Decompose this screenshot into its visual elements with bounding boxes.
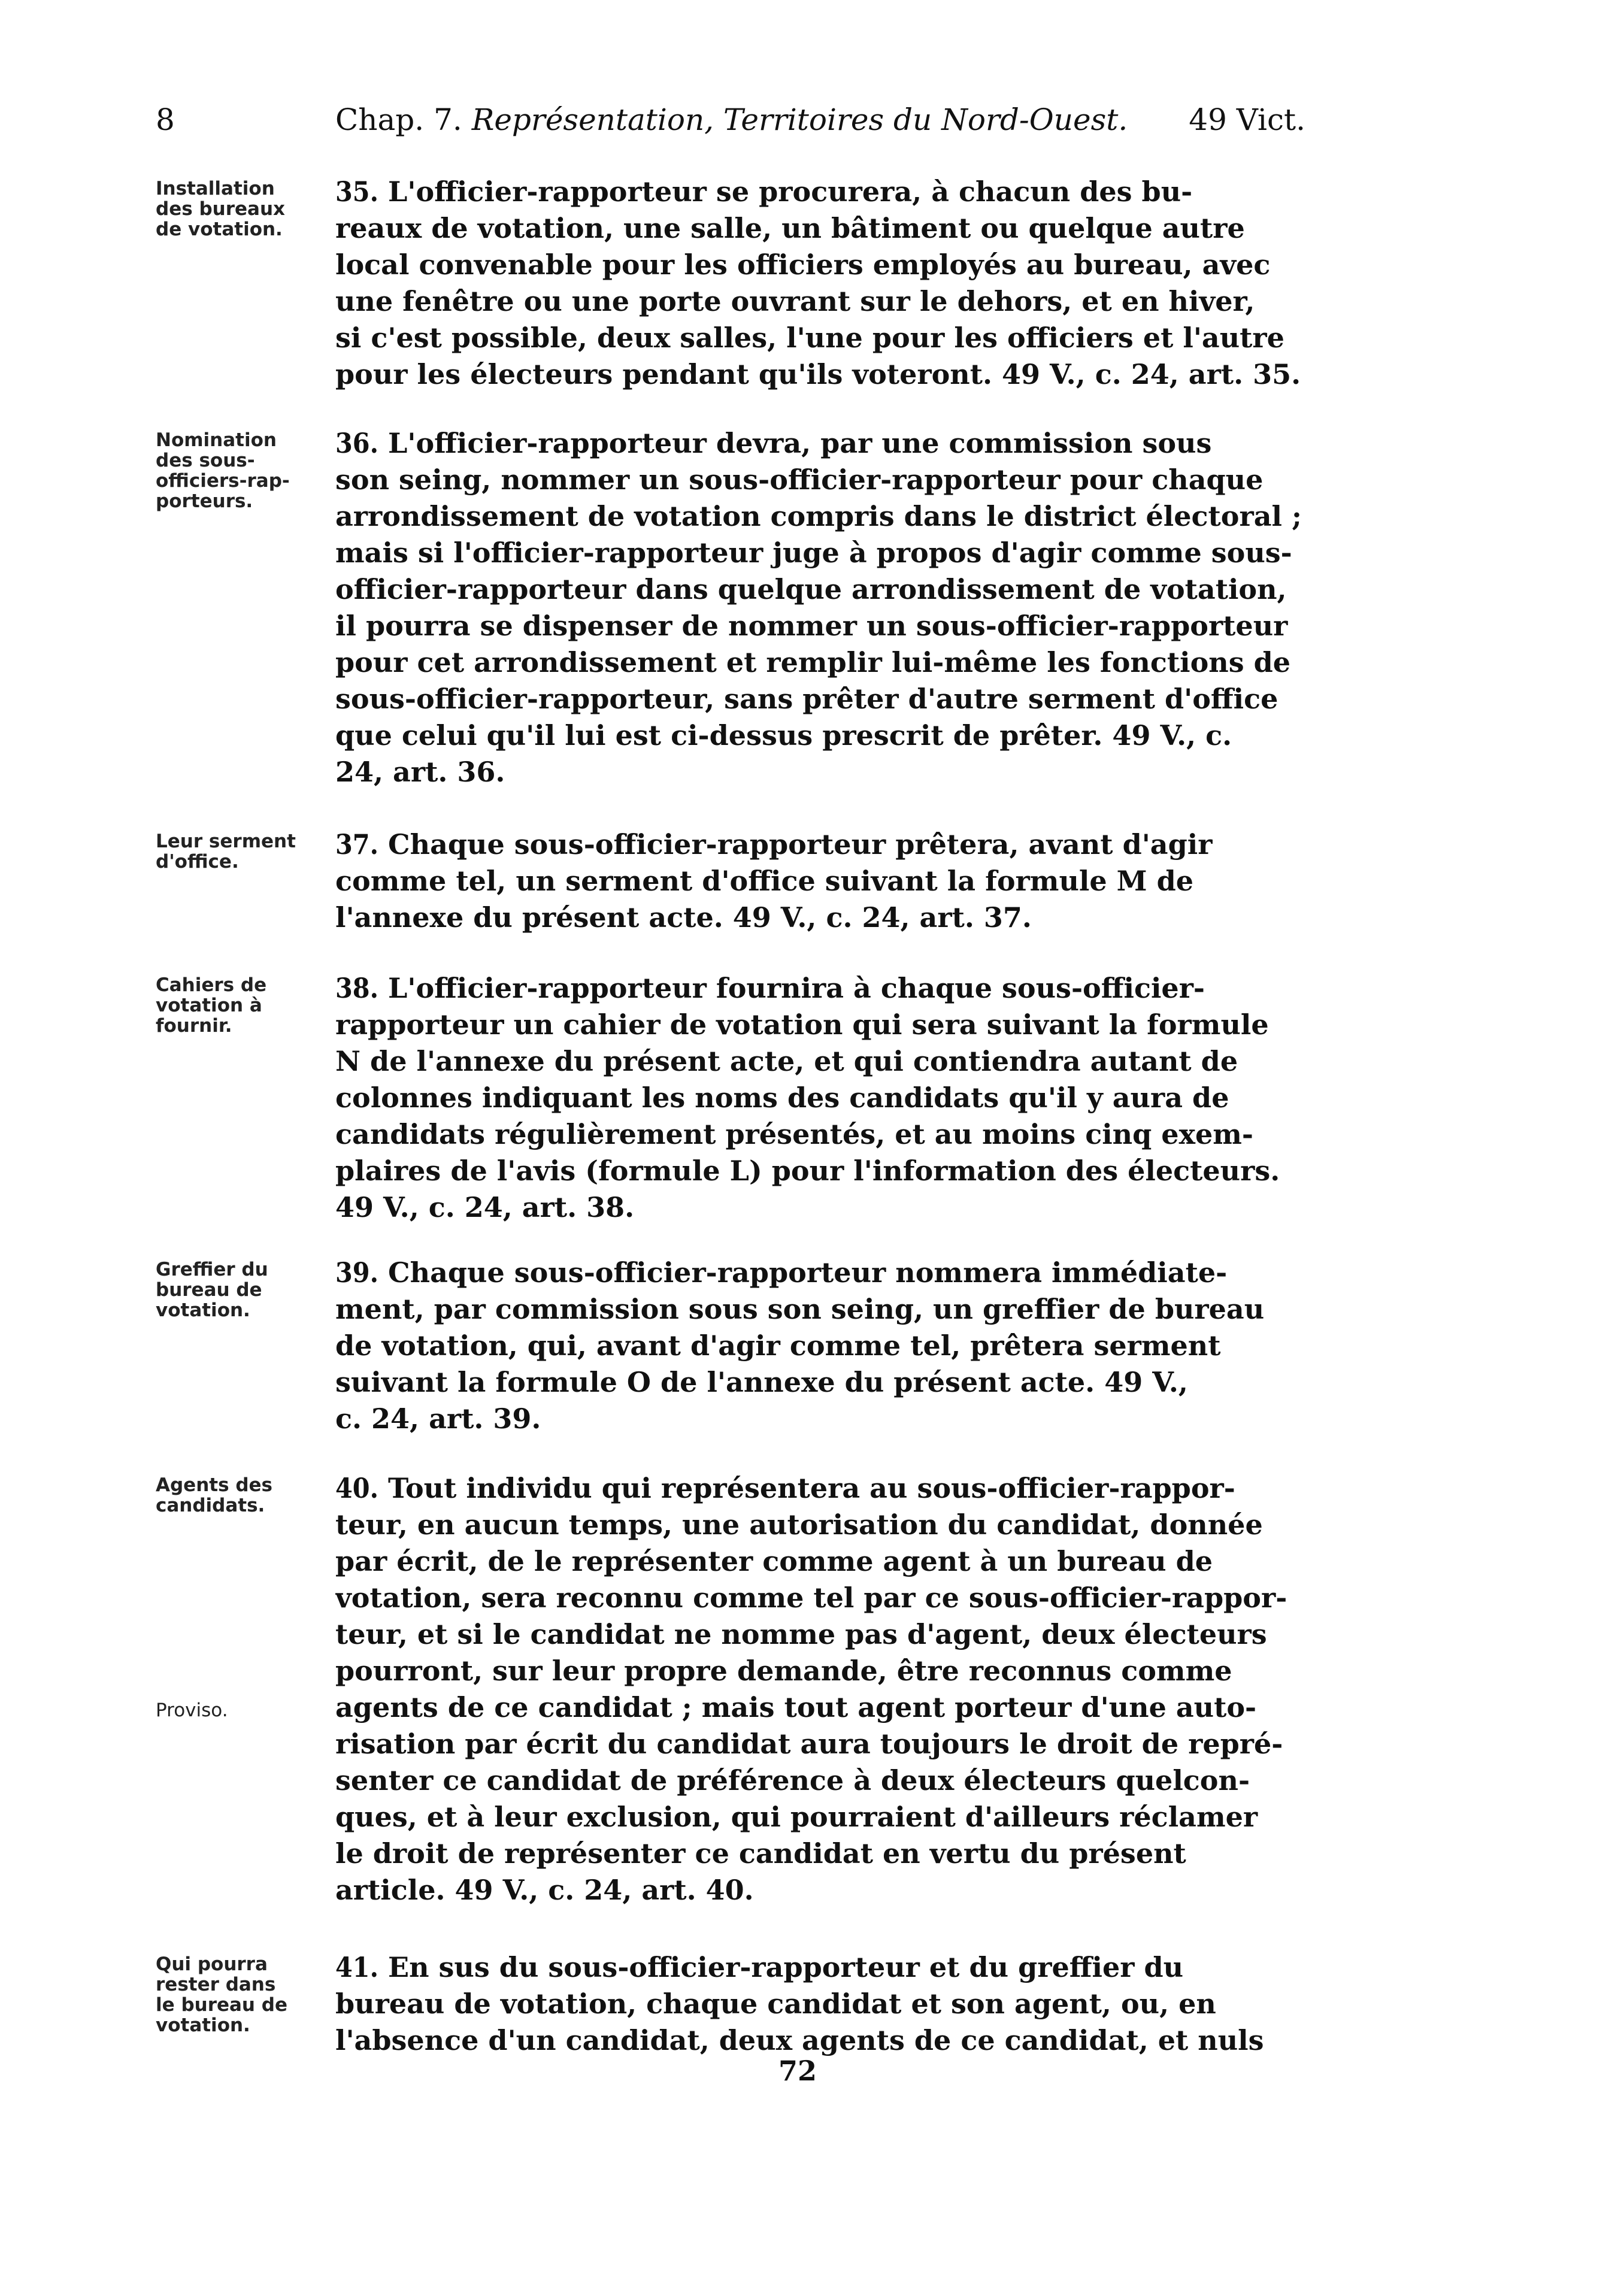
text-line: L'officier-rapporteur se procurera, à chacun des bu-	[388, 175, 1193, 208]
section-number: 41.	[335, 1951, 378, 1983]
margin-note-line: le bureau de	[156, 1994, 288, 2016]
section-38	[156, 970, 1317, 1234]
text-line: une fenêtre ou une porte ouvrant sur le dehors, et en hiver,	[335, 285, 1255, 317]
margin-note-line: fournir.	[156, 1015, 232, 1037]
text-line: sous-officier-rapporteur, sans prêter d'autre serment d'office	[335, 683, 1278, 715]
chapter-label: Chap. 7.	[335, 102, 462, 137]
text-line: bureau de votation, chaque candidat et son agent, ou, en	[335, 1988, 1216, 2020]
section-first-line	[335, 1949, 1317, 1986]
folio-number: 72	[778, 2055, 817, 2087]
text-line: de votation, qui, avant d'agir comme tel, prêtera serment	[335, 1329, 1221, 1362]
margin-note	[156, 1259, 299, 1320]
text-line: pourront, sur leur propre demande, être reconnus comme	[335, 1655, 1232, 1687]
text-line: teur, en aucun temps, une autorisation du candidat, donnée	[335, 1509, 1263, 1541]
text-line: 24, art. 36.	[335, 756, 505, 788]
section-first-line	[335, 970, 1317, 1007]
section-first-line	[335, 1255, 1317, 1291]
margin-note-line: Proviso.	[156, 1700, 228, 1721]
margin-note-line: Installation	[156, 178, 275, 199]
section-first-line	[335, 174, 1317, 210]
text-line: mais si l'officier-rapporteur juge à propos d'agir comme sous-	[335, 537, 1292, 569]
section-35	[156, 174, 1317, 401]
section-body	[335, 425, 1317, 790]
page-header	[156, 96, 1305, 144]
margin-note-line: rester dans	[156, 1974, 276, 1995]
section-first-line	[335, 826, 1317, 863]
section-39	[156, 1255, 1317, 1446]
text-line: le droit de représenter ce candidat en vertu du présent	[335, 1837, 1186, 1870]
section-number: 38.	[335, 972, 378, 1004]
margin-note-line: Nomination	[156, 429, 277, 451]
margin-note-line: votation.	[156, 1300, 250, 1321]
section-body	[335, 970, 1317, 1226]
margin-note-line: candidats.	[156, 1495, 265, 1516]
text-line: Chaque sous-officier-rapporteur prêtera, avant d'agir	[388, 828, 1213, 861]
text-line: plaires de l'avis (formule L) pour l'information des électeurs.	[335, 1155, 1280, 1187]
text-line: l'absence d'un candidat, deux agents de ce candidat, et nuls	[335, 2024, 1264, 2056]
section-36	[156, 425, 1317, 808]
section-body	[335, 826, 1317, 936]
text-line: pour les électeurs pendant qu'ils voteront. 49 V., c. 24, art. 35.	[335, 358, 1301, 390]
margin-note-line: Greffier du	[156, 1259, 268, 1280]
running-title	[335, 96, 1128, 144]
text-line: pour cet arrondissement et remplir lui-même les fonctions de	[335, 646, 1291, 678]
text-line: Chaque sous-officier-rapporteur nommera immédiate-	[388, 1256, 1228, 1289]
section-number: 35.	[335, 175, 378, 208]
margin-note-line: votation.	[156, 2015, 250, 2036]
text-line: Tout individu qui représentera au sous-officier-rappor-	[388, 1472, 1235, 1504]
margin-note	[156, 1475, 299, 1516]
text-line: ques, et à leur exclusion, qui pourraient d'ailleurs réclamer	[335, 1801, 1258, 1833]
text-line: par écrit, de le représenter comme agent à un bureau de	[335, 1545, 1213, 1577]
margin-note	[156, 178, 299, 240]
text-line: votation, sera reconnu comme tel par ce sous-officier-rappor-	[335, 1582, 1287, 1614]
margin-note-line: porteurs.	[156, 490, 253, 512]
text-line: il pourra se dispenser de nommer un sous-officier-rapporteur	[335, 610, 1288, 642]
text-line: candidats régulièrement présentés, et au moins cinq exem-	[335, 1118, 1254, 1150]
margin-note-line: Leur serment	[156, 831, 296, 852]
text-line: teur, et si le candidat ne nomme pas d'agent, deux électeurs	[335, 1618, 1267, 1650]
margin-note-line: Qui pourra	[156, 1953, 268, 1975]
margin-note	[156, 430, 299, 511]
text-line: En sus du sous-officier-rapporteur et du greffier du	[388, 1951, 1184, 1983]
section-first-line	[335, 1470, 1317, 1507]
text-line: L'officier-rapporteur fournira à chaque sous-officier-	[388, 972, 1205, 1004]
page-number: 8	[156, 102, 175, 137]
text-line: 49 V., c. 24, art. 38.	[335, 1191, 635, 1223]
text-line: local convenable pour les officiers employés au bureau, avec	[335, 249, 1271, 281]
text-line: rapporteur un cahier de votation qui sera suivant la formule	[335, 1008, 1269, 1041]
text-line: officier-rapporteur dans quelque arrondissement de votation,	[335, 573, 1287, 605]
text-line: suivant la formule O de l'annexe du présent acte. 49 V.,	[335, 1366, 1188, 1398]
text-line: reaux de votation, une salle, un bâtiment ou quelque autre	[335, 212, 1245, 244]
margin-note-line: d'office.	[156, 851, 239, 873]
margin-note-line: Agents des	[156, 1474, 273, 1496]
section-body	[335, 174, 1317, 393]
text-line: N de l'annexe du présent acte, et qui contiendra autant de	[335, 1045, 1238, 1077]
margin-note-line: officiers-rap-	[156, 470, 290, 492]
text-line: comme tel, un serment d'office suivant la formule M de	[335, 865, 1194, 897]
section-41	[156, 1949, 1317, 2069]
margin-note-line: de votation.	[156, 219, 283, 240]
regnal-year: 49 Vict.	[1189, 102, 1305, 137]
section-first-line	[335, 425, 1317, 462]
text-line: si c'est possible, deux salles, l'une pour les officiers et l'autre	[335, 322, 1284, 354]
text-line: agents de ce candidat ; mais tout agent porteur d'une auto-	[335, 1691, 1257, 1723]
margin-note-line: des sous-	[156, 450, 255, 471]
section-40	[156, 1470, 1317, 1925]
proviso-note	[156, 1700, 299, 1721]
section-body	[335, 1255, 1317, 1437]
section-number: 36.	[335, 427, 378, 459]
text-line: article. 49 V., c. 24, art. 40.	[335, 1874, 754, 1906]
text-line: que celui qu'il lui est ci-dessus prescrit de prêter. 49 V., c.	[335, 719, 1232, 752]
text-line: L'officier-rapporteur devra, par une commission sous	[388, 427, 1212, 459]
text-line: l'annexe du présent acte. 49 V., c. 24, art. 37.	[335, 901, 1032, 934]
margin-note	[156, 831, 299, 872]
section-body	[335, 1949, 1317, 2059]
margin-note-line: bureau de	[156, 1279, 262, 1301]
text-line: c. 24, art. 39.	[335, 1403, 541, 1435]
section-number: 40.	[335, 1472, 378, 1504]
section-37	[156, 826, 1317, 946]
margin-note	[156, 1954, 299, 2035]
text-line: risation par écrit du candidat aura toujours le droit de repré-	[335, 1728, 1283, 1760]
text-line: senter ce candidat de préférence à deux électeurs quelcon-	[335, 1764, 1250, 1797]
margin-note-line: votation à	[156, 995, 262, 1016]
section-number: 37.	[335, 828, 378, 861]
margin-note-line: des bureaux	[156, 198, 286, 220]
section-number: 39.	[335, 1256, 378, 1289]
margin-note-line: Cahiers de	[156, 974, 267, 996]
text-line: ment, par commission sous son seing, un greffier de bureau	[335, 1293, 1265, 1325]
text-line: colonnes indiquant les noms des candidats qu'il y aura de	[335, 1082, 1229, 1114]
section-body	[335, 1470, 1317, 1909]
margin-note	[156, 975, 299, 1036]
act-title: Représentation, Territoires du Nord-Ouest.	[471, 102, 1128, 137]
text-line: arrondissement de votation compris dans le district électoral ;	[335, 500, 1302, 532]
text-line: son seing, nommer un sous-officier-rapporteur pour chaque	[335, 464, 1264, 496]
